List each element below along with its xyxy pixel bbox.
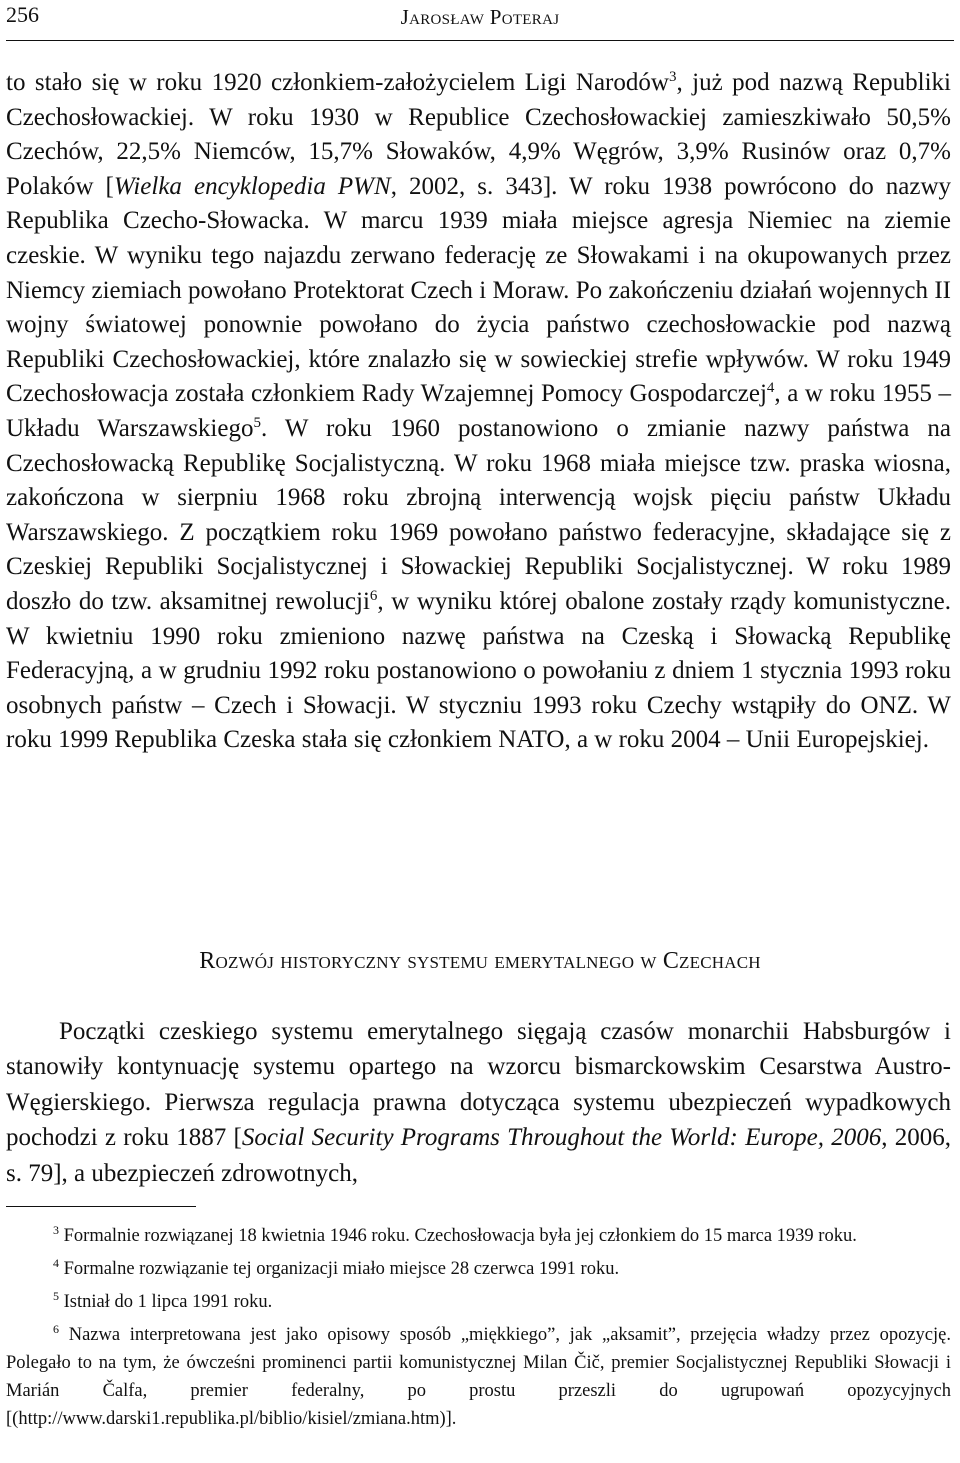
footnote-text: Formalne rozwiązanie tej organizacji miało miejsce 28 czerwca 1991 roku.	[63, 1259, 620, 1279]
footnote-number: 3	[53, 1223, 59, 1237]
section-heading: Rozwój historyczny systemu emerytalnego w Czechach	[199, 948, 761, 974]
footnote-ref-3[interactable]: 3	[668, 69, 677, 85]
footnote-number: 5	[53, 1289, 59, 1303]
running-head: Jarosław Poteraj	[400, 5, 560, 29]
footnote-separator	[6, 1206, 196, 1207]
body-text-run: , w wyniku której obalone zostały rządy komunistyczne. W kwietniu 1990 roku zmieniono nazwę państwa na Czeską i Słowacką Republikę Federacyjną, a w grudniu 1992 roku postanowiono o powołaniu z dniem 1 stycznia 1993 roku osobnych państw – Czech i Słowacji. W styczniu 1993 roku Czechy wstąpiły do ONZ. W roku 1999 Republika Czeska stała się członkiem NATO, a w roku 2004 – Unii Europejskiej.	[6, 587, 951, 754]
footnotes	[6, 1222, 951, 1438]
footnote-3	[6, 1222, 951, 1250]
page-number: 256	[6, 2, 39, 27]
citation-title: Social Security Programs Throughout the World: Europe, 2006	[241, 1124, 882, 1152]
section-text-run: , 2006, s. 79], a ubezpieczeń zdrowotnych,	[6, 1124, 952, 1187]
footnote-6	[6, 1321, 951, 1433]
body-text-run: . W roku 1960 postanowiono o zmianie nazwy państwa na Czechosłowacką Republikę Socjalistyczną. W roku 1968 miała miejsce tzw. praska wiosna, zakończona w sierpniu 1968 roku zbrojną interwencją wojsk pięciu państw Układu Warszawskiego. Z początkiem roku 1969 powołano państwo federacyjne, składające się z Czeskiej Republiki Socjalistycznej i Słowackiej Republiki Socjalistycznej. W roku 1989 doszło do tzw. aksamitnej rewolucji	[6, 414, 951, 615]
section-text-run: Początki czeskiego systemu emerytalnego sięgają czasów monarchii Habsburgów i stanowiły kontynuację systemu opartego na wzorcu bismarckowskim Cesarstwa Austro-Węgierskiego. Pierwsza regulacja prawna dotycząca systemu ubezpieczeń wypadkowych pochodzi z roku 1887 [	[6, 1018, 951, 1152]
footnote-ref-6[interactable]: 6	[369, 587, 378, 604]
footnote-text: Formalnie rozwiązanej 18 kwietnia 1946 roku. Czechosłowacja była jej członkiem do 15 marca 1939 roku.	[63, 1226, 857, 1246]
section-paragraph	[6, 1014, 951, 1191]
footnote-4	[6, 1255, 951, 1283]
body-text-run: to stało się w roku 1920 członkiem-założycielem Ligi Narodów	[6, 69, 669, 96]
footnote-ref-5[interactable]: 5	[253, 414, 261, 431]
citation-title: Wielka encyklopedia PWN	[113, 172, 391, 200]
footnote-text: Nazwa interpretowana jest jako opisowy sposób „miękkiego”, jak „aksamit”, przejęcia władzy przez opozycję. Polegało to na tym, że ówcześni prominenci partii komunistycznej Milan Čič, premier Socjalistycznej Republiki Słowacji i Marián Čalfa, premier federalny, po prostu przeszli do ugrupowań opozycyjnych [(http://www.darski1.republika.pl/biblio/kisiel/zmiana.htm)].	[6, 1325, 951, 1429]
footnote-number: 4	[53, 1256, 59, 1270]
body-text-run: , 2002, s. 343]. W roku 1938 powrócono do nazwy Republika Czecho-Słowacka. W marcu 1939 miała miejsce agresja Niemiec na ziemie czeskie. W wyniku tego najazdu zerwano federację ze Słowakami i na okupowanych przez Niemcy ziemiach powołano Protektorat Czech i Moraw. Po zakończeniu działań wojennych II wojny światowej ponownie powołano do życia państwo czechosłowackie pod nazwą Republiki Czechosłowackiej, które znalazło się w sowieckiej strefie wpływów. W roku 1949 Czechosłowacja została członkiem Rady Wzajemnej Pomocy Gospodarczej	[6, 172, 951, 408]
body-text-run: , a w roku 1955 – Układu Warszawskiego	[6, 380, 952, 442]
body-paragraph	[6, 66, 951, 758]
page-header	[6, 0, 954, 41]
footnote-5	[6, 1288, 951, 1316]
footnote-ref-4[interactable]: 4	[766, 380, 775, 397]
footnote-number: 6	[53, 1322, 59, 1336]
footnote-text: Istniał do 1 lipca 1991 roku.	[63, 1292, 273, 1312]
body-text-run: , już pod nazwą Republiki Czechosłowackiej. W roku 1930 w Republice Czechosłowackiej zamieszkiwało 50,5% Czechów, 22,5% Niemców, 15,7% Słowaków, 4,9% Węgrów, 3,9% Rusinów oraz 0,7% Polaków [	[6, 69, 951, 200]
